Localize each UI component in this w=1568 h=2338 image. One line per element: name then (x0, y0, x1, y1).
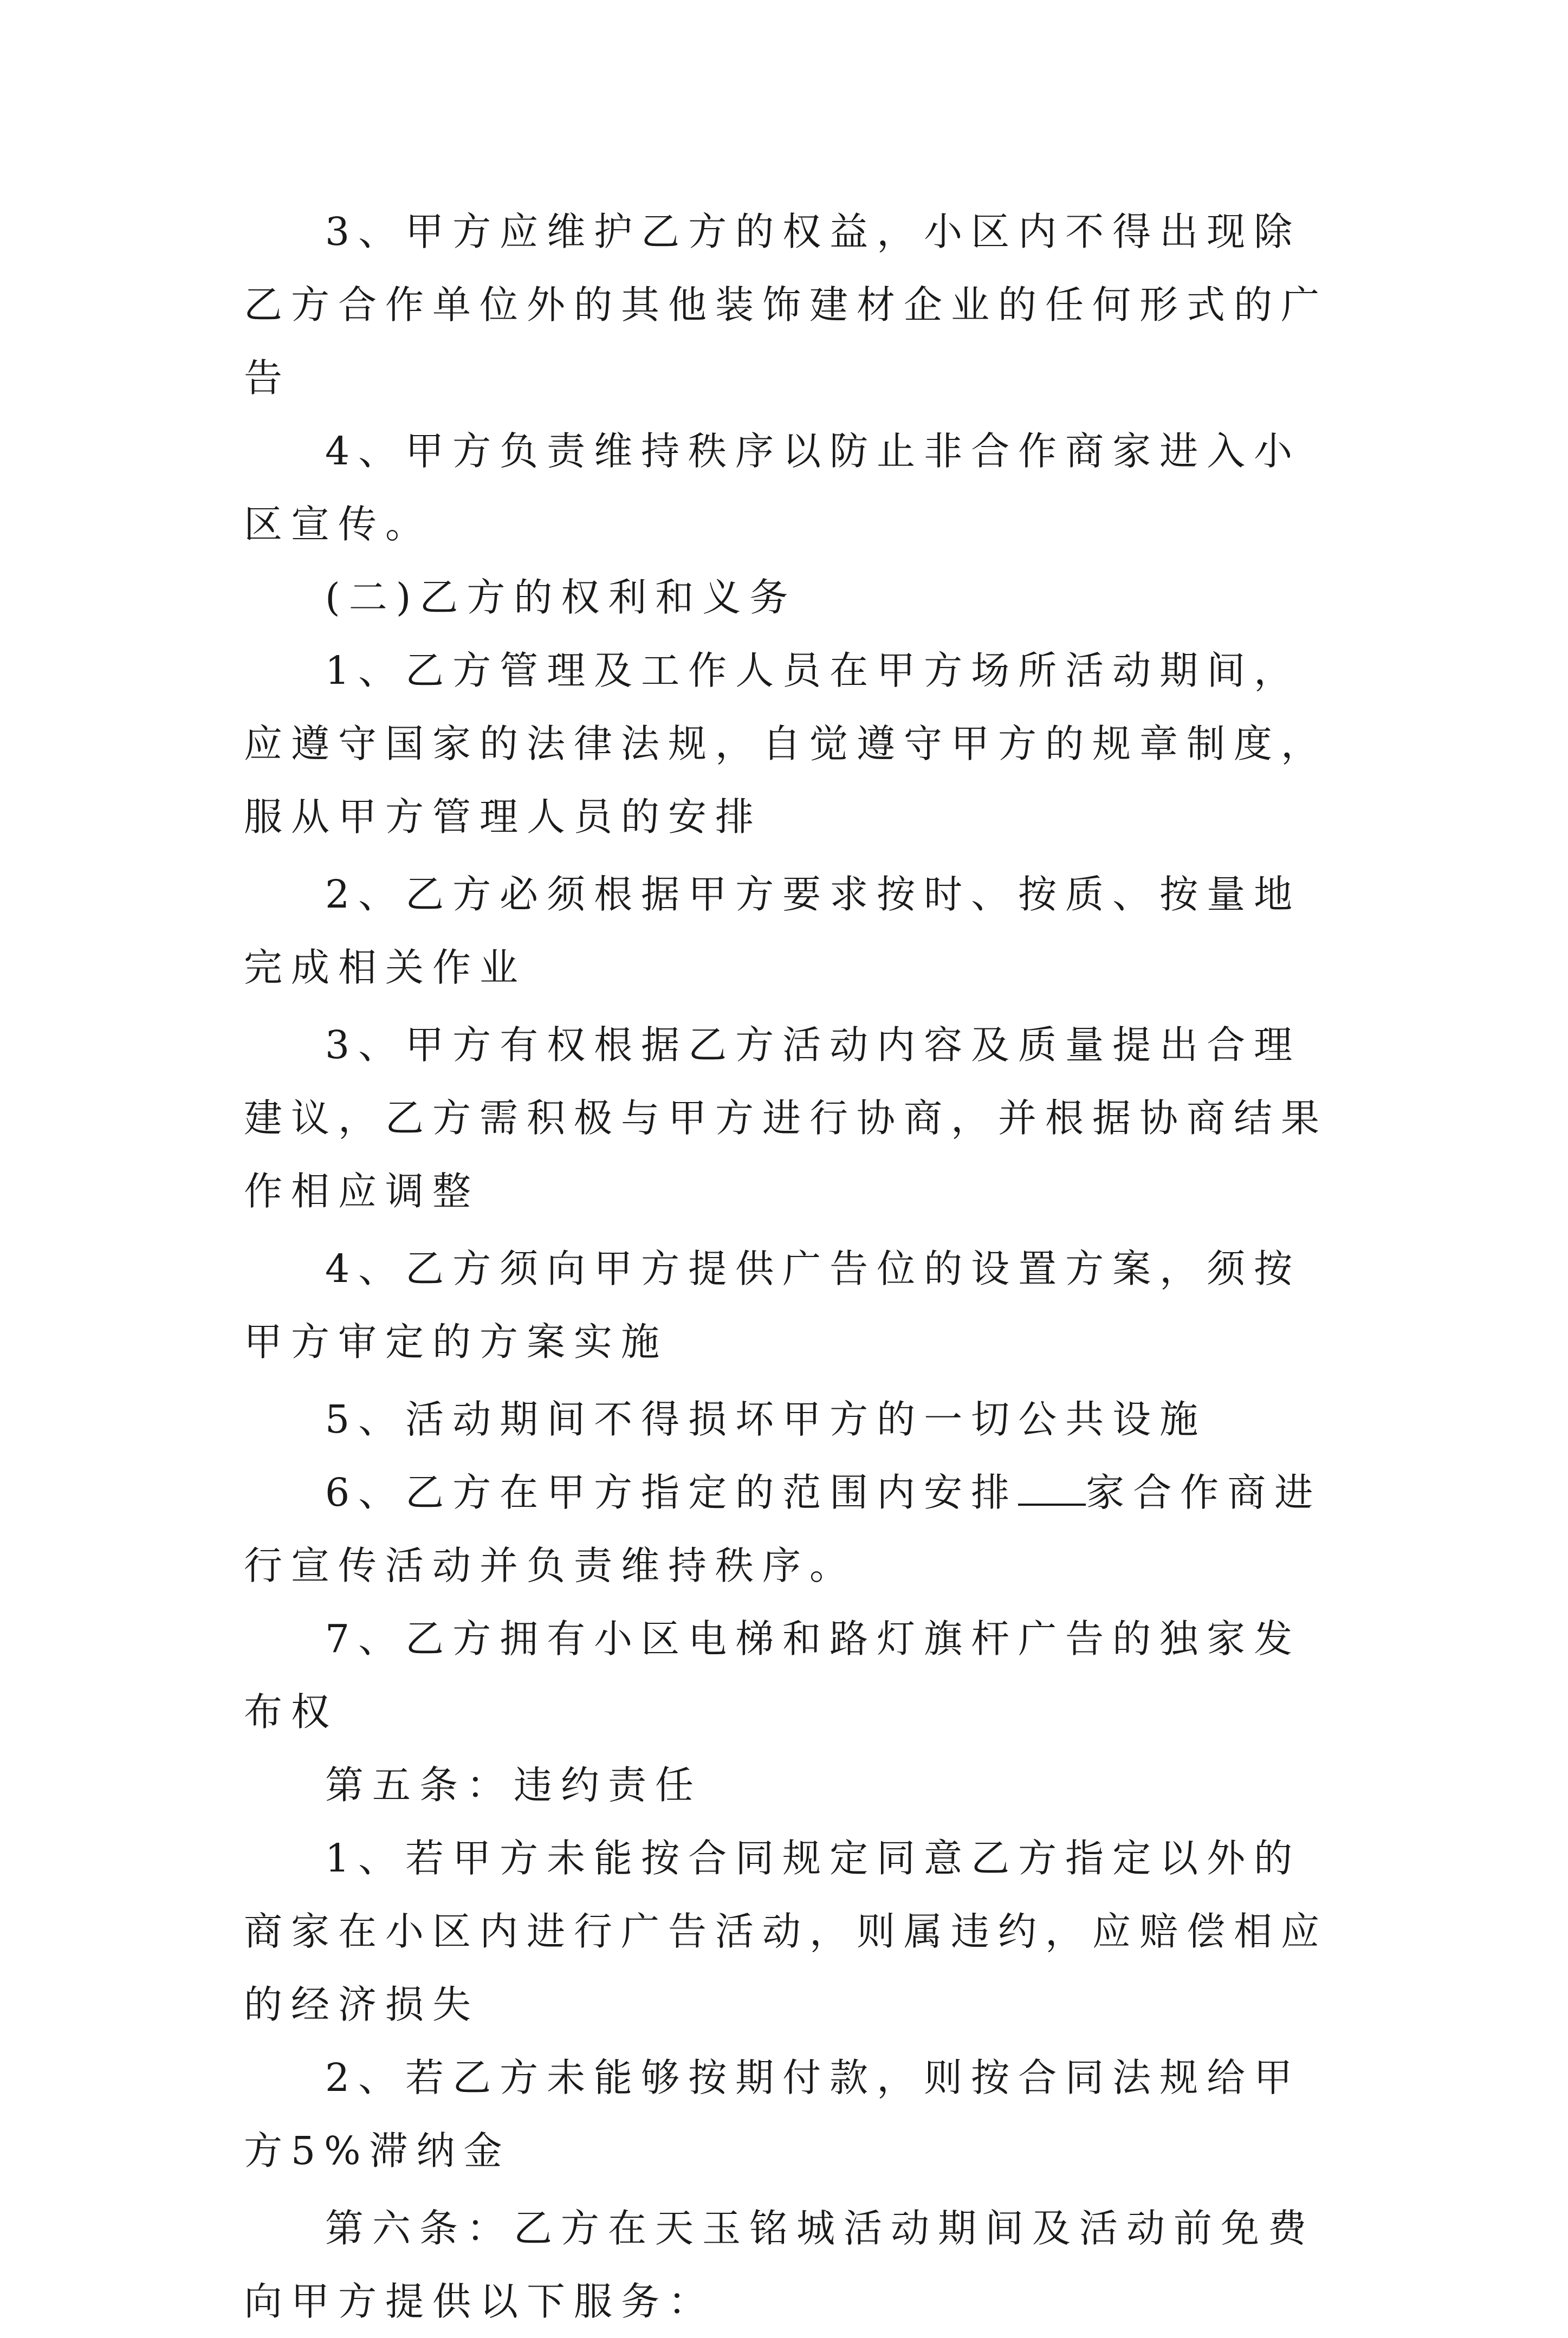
article-6: 第六条：乙方在天玉铭城活动期间及活动前免费向甲方提供以下服务： (244, 2206, 1316, 2324)
section-heading-party-b: (二)乙方的权利和义务 (325, 575, 797, 620)
clause-party-b-5: 5、活动期间不得损坏甲方的一切公共设施 (325, 1397, 1207, 1442)
clause-party-b-1: 1、乙方管理及工作人员在甲方场所活动期间，应遵守国家的法律法规，自觉遵守甲方的规章制度，服从甲方管理人员的安排 (244, 648, 1329, 839)
clause-party-b-3: 3、甲方有权根据乙方活动内容及质量提出合理建议，乙方需积极与甲方进行协商，并根据协商结果作相应调整 (244, 1022, 1329, 1214)
breach-clause-2: 2、若乙方未能够按期付款，则按合同法规给甲方5%滞纳金 (244, 2055, 1301, 2173)
clause-party-a-4: 4、甲方负责维持秩序以防止非合作商家进入小区宣传。 (244, 429, 1301, 547)
clause-party-b-2: 2、乙方必须根据甲方要求按时、按质、按量地完成相关作业 (244, 872, 1301, 990)
clause-party-b-4: 4、乙方须向甲方提供广告位的设置方案，须按甲方审定的方案实施 (244, 1246, 1301, 1364)
article-5-heading: 第五条：违约责任 (325, 1763, 703, 1808)
clause-party-a-3: 3、甲方应维护乙方的权益，小区内不得出现除乙方合作单位外的其他装饰建材企业的任何形式的广告 (244, 209, 1329, 400)
clause-party-b-7: 7、乙方拥有小区电梯和路灯旗杆广告的独家发布权 (244, 1616, 1301, 1734)
clause-party-b-6 (244, 1456, 1346, 1602)
breach-clause-1: 1、若甲方未能按合同规定同意乙方指定以外的商家在小区内进行广告活动，则属违约，应赔偿相应的经济损失 (244, 1836, 1329, 2027)
blank-field (1018, 1472, 1086, 1506)
clause-party-b-6-end: 家合作商进行宣传活动并负责维持秩序。 (244, 1470, 1322, 1588)
contract-body (244, 195, 1346, 2338)
clause-party-b-6-start: 6、乙方在甲方指定的范围内安排 (325, 1470, 1019, 1515)
